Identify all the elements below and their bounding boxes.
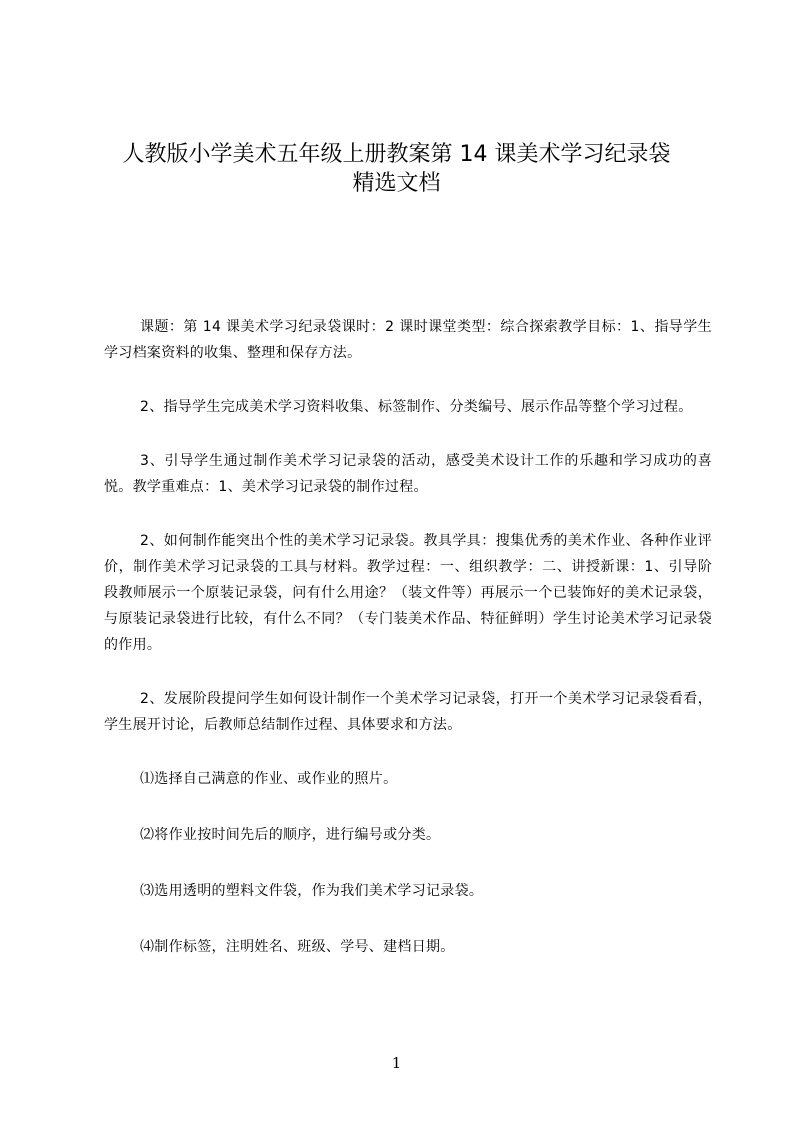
paragraph-objective-3: 3、引导学生通过制作美术学习记录袋的活动，感受美术设计工作的乐趣和学习成功的喜悦。教学重难点：1、美术学习记录袋的制作过程。	[104, 453, 712, 495]
step-4: ⑷制作标签，注明姓名、班级、学号、建档日期。	[140, 939, 455, 955]
title-line-2: 精选文档	[352, 171, 441, 196]
step-3: ⑶选用透明的塑料文件袋，作为我们美术学习记录袋。	[140, 883, 484, 899]
paragraph-objective-2: 2、指导学生完成美术学习资料收集、标签制作、分类编号、展示作品等整个学习过程。	[140, 399, 693, 415]
paragraph-lesson-info: 课题：第 14 课美术学习纪录袋课时：2 课时课堂类型：综合探索教学目标：1、指导学生学习档案资料的收集、整理和保存方法。	[104, 319, 712, 361]
title-line-1: 人教版小学美术五年级上册教案第 14 课美术学习纪录袋	[122, 142, 671, 167]
step-2: ⑵将作业按时间先后的顺序，进行编号或分类。	[140, 827, 441, 843]
document-body	[104, 314, 712, 990]
paragraph-teaching-process: 2、如何制作能突出个性的美术学习记录袋。教具学具：搜集优秀的美术作业、各种作业评价，制作美术学习记录袋的工具与材料。教学过程：一、组织教学：二、讲授新课：1、引导阶段教师展示一个原装记录袋，问有什么用途？（装文件等）再展示一个已装饰好的美术记录袋，与原装记录袋进行比较，有什么不同？（专门装美术作品、特征鲜明）学生讨论美术学习记录袋的作用。	[104, 533, 712, 653]
paragraph-development-stage: 2、发展阶段提问学生如何设计制作一个美术学习记录袋，打开一个美术学习记录袋看看，学生展开讨论，后教师总结制作过程、具体要求和方法。	[104, 691, 712, 733]
page-number: 1	[391, 1054, 402, 1072]
document-title	[60, 140, 733, 198]
step-1: ⑴选择自己满意的作业、或作业的照片。	[140, 771, 398, 787]
